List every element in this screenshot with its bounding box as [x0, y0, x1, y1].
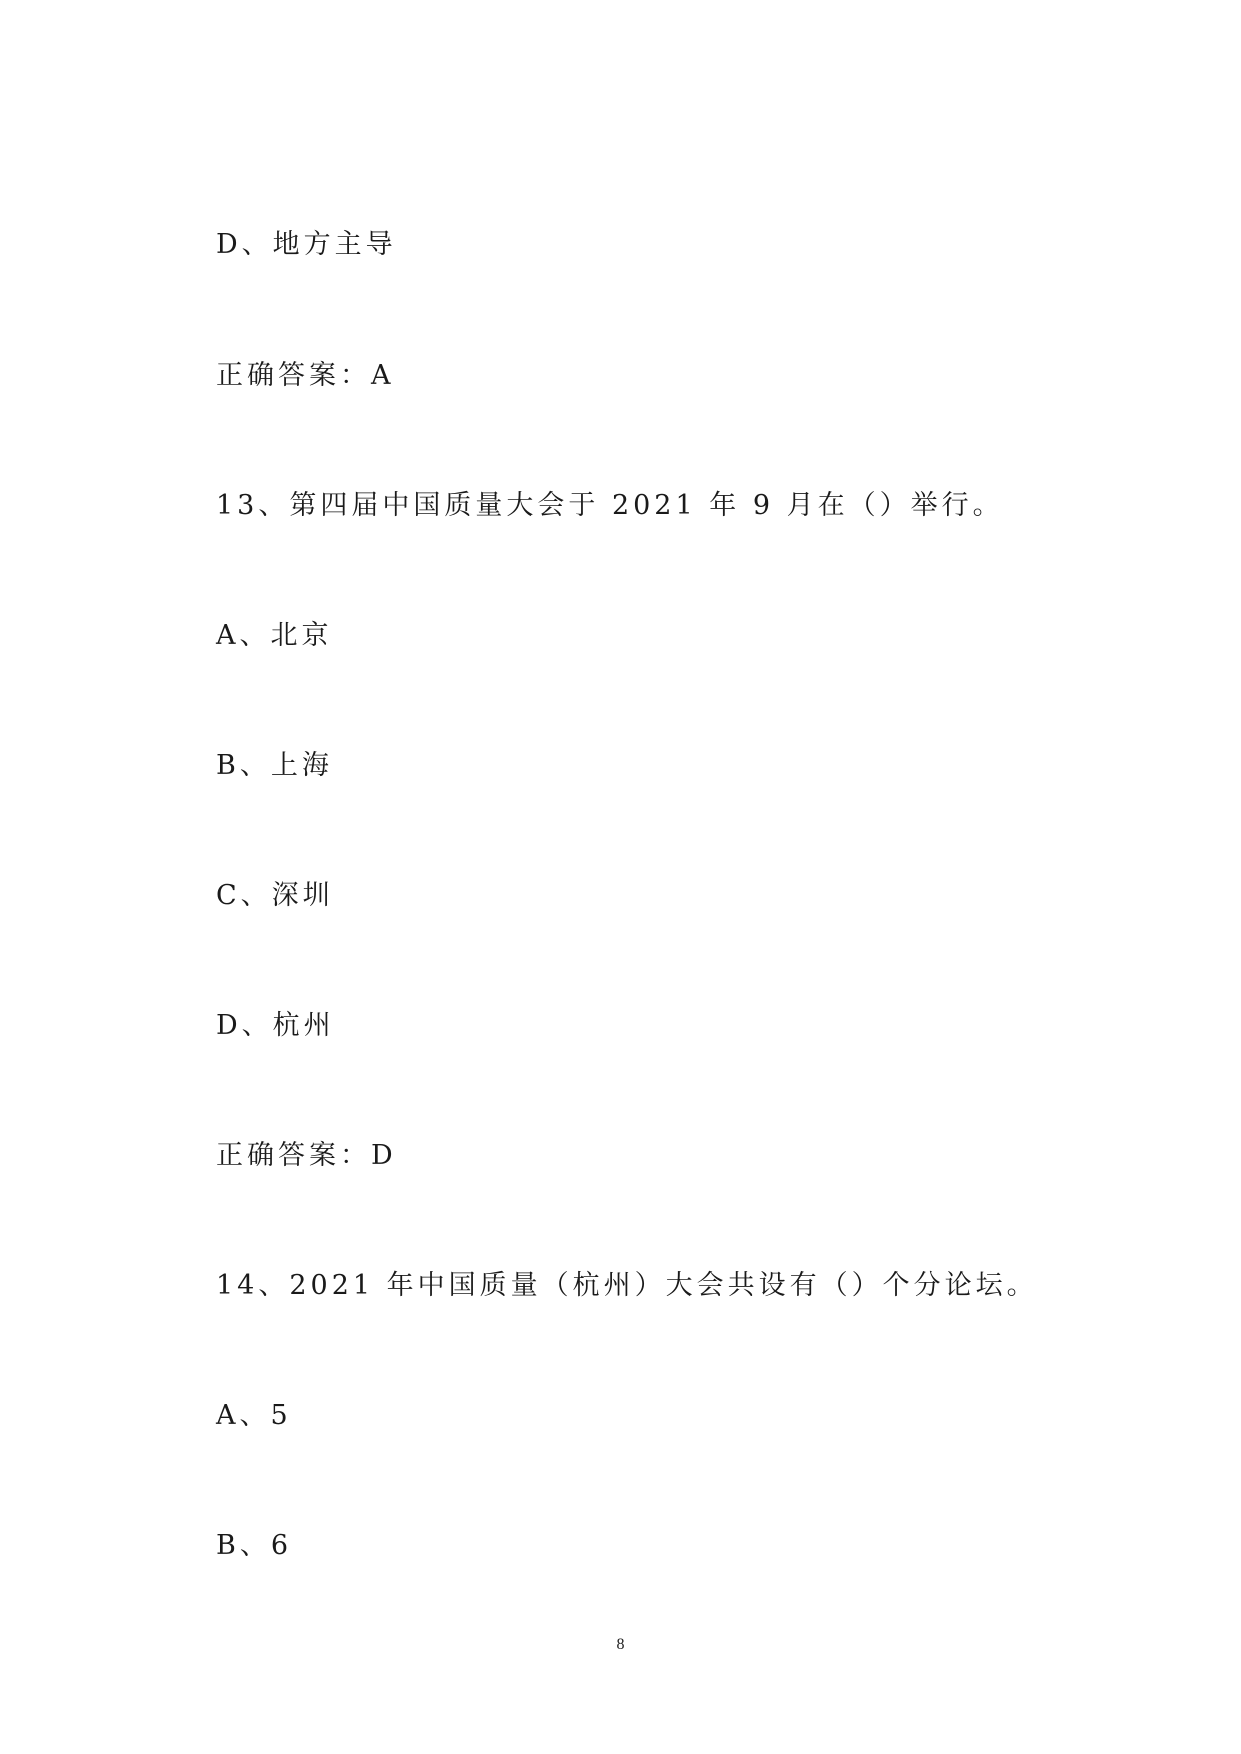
- answer-q12: 正确答案：A: [216, 360, 395, 391]
- question-14: 14、2021 年中国质量（杭州）大会共设有（）个分论坛。: [216, 1270, 1038, 1301]
- option-b-q13: B、上海: [216, 750, 333, 781]
- option-d-q12: D、地方主导: [216, 229, 397, 260]
- option-d-q13: D、杭州: [216, 1010, 335, 1041]
- option-a-q13: A、北京: [216, 620, 333, 651]
- option-b-q14: B、6: [216, 1530, 293, 1561]
- answer-q13: 正确答案：D: [216, 1140, 397, 1171]
- option-a-q14: A、5: [216, 1400, 292, 1431]
- option-c-q13: C、深圳: [216, 880, 334, 911]
- question-13: 13、第四届中国质量大会于 2021 年 9 月在（）举行。: [216, 490, 1004, 521]
- page-number: 8: [616, 1636, 625, 1653]
